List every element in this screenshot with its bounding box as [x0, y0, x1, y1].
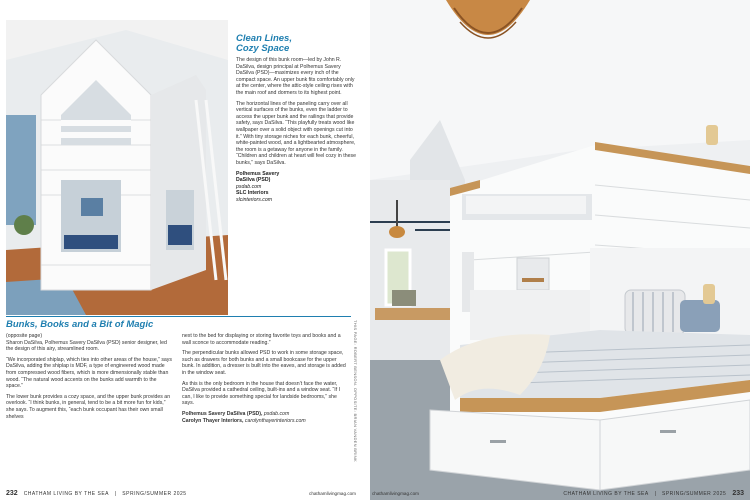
credit-site[interactable]: psdab.com: [263, 410, 290, 417]
sidebar-heading: Clean Lines, Cozy Space: [236, 33, 292, 54]
sidebar-body: [236, 57, 356, 167]
left-page: [0, 0, 370, 500]
credit-site[interactable]: carolynthayerinteriors.com: [244, 417, 306, 424]
page-number: 232: [6, 490, 18, 497]
article-column-1: [6, 333, 174, 424]
bunk-house-illustration: [6, 20, 228, 315]
credit-firm: Polhemus Savery DaSilva (PSD),: [182, 410, 264, 417]
article-paragraph: (opposite page) Sharon DaSilva, Polhemus Savery DaSilva (PSD) senior designer, led the design of this airy, streamlined room.: [6, 333, 167, 353]
sidebar-article: [236, 34, 356, 203]
article-paragraph: “We incorporated shiplap, which ties into other areas of the house,” says DaSilva, adding the shiplap is MDF, a type of engineered wood made from compressed wood fibers, which is more dimensionally stable than wood. “The natural wood accents on the bunks add warmth to the space.”: [6, 356, 172, 390]
sidebar-paragraph: The design of this bunk room—led by John R. DaSilva, design principal at Polhemus Savery DaSilva (PSD)—maximizes every inch of the compact space. An upper bunk fits comfortably only at the center, where the attic-style ceiling rises with the main roof and dormers to its highest point.: [236, 57, 355, 96]
magazine-name: CHATHAM LIVING BY THE SEA: [23, 490, 109, 497]
footer-site[interactable]: chathamlivingmag.com: [372, 491, 419, 496]
footer-divider: |: [654, 490, 657, 497]
magazine-name: CHATHAM LIVING BY THE SEA: [563, 490, 649, 497]
footer-divider: |: [114, 490, 117, 497]
bunk-room-photo-left: [6, 20, 228, 315]
sidebar-credits: [236, 171, 356, 204]
section-rule: [6, 316, 351, 317]
right-page: [370, 0, 750, 500]
main-article: [6, 316, 351, 424]
section-heading: Bunks, Books and a Bit of Magic: [6, 319, 154, 330]
article-paragraph: As this is the only bedroom in the house that doesn’t face the water, DaSilva provided a cathedral ceiling, built-ins and a window seat. “If I can, I like to provide something special for landside bedrooms,” she says.: [182, 380, 341, 407]
credit-site[interactable]: slcinteriors.com: [236, 196, 273, 203]
issue-label: SPRING/SUMMER 2025: [122, 490, 187, 497]
bunk-room-photo-right: [370, 0, 750, 500]
article-credits: [182, 411, 350, 424]
credit-firm: SLC Interiors: [236, 190, 269, 197]
photo-credit: THIS PAGE: ROBERT BENSON. OPPOSITE: BRIAN VANDEN BRINK: [353, 320, 358, 462]
issue-label: SPRING/SUMMER 2025: [662, 490, 727, 497]
article-column-2: [182, 333, 350, 424]
footer-site[interactable]: chathamlivingmag.com: [309, 491, 356, 496]
article-paragraph: The perpendicular bunks allowed PSD to work in some storage space, such as drawers for both bunks and a small bookcase for the upper bunk. In addition, a dresser is built into the eaves, and storage is added in the window seat.: [182, 350, 346, 376]
article-paragraph: The lower bunk provides a cozy space, and the upper bunk provides an overlook. “I think bunks, in general, tend to be a bit more fun for kids,” she says. To augment this, “each bunk occupant has their own small shelves: [6, 393, 171, 420]
left-footer: [6, 490, 356, 497]
credit-firm: DaSilva (PSD): [236, 177, 271, 184]
credit-firm: Polhemus Savery: [236, 170, 280, 177]
page-number: 233: [732, 490, 744, 497]
credit-firm: Carolyn Thayer Interiors,: [182, 417, 245, 424]
right-footer: [372, 490, 744, 497]
article-paragraph: next to the bed for displaying or storing favorite toys and books and a wall sconce to accommodate reading.”: [182, 333, 341, 346]
credit-site[interactable]: psdab.com: [236, 183, 262, 190]
sidebar-paragraph: The horizontal lines of the paneling carry over all vertical surfaces of the bunks, even the ladder to access the upper bunk and the railings that provide safety, says DaSilva. “This playfully treats wood like wallpaper over a solid object with openings cut into it.” With tiny storage niches for each bunk, cheerful, white-painted wood, and a lightbearted atmosphere, the room is a getaway for anyone in the family. “Children and children at heart will feel cozy in these bunks,” says DaSilva.: [236, 100, 356, 166]
